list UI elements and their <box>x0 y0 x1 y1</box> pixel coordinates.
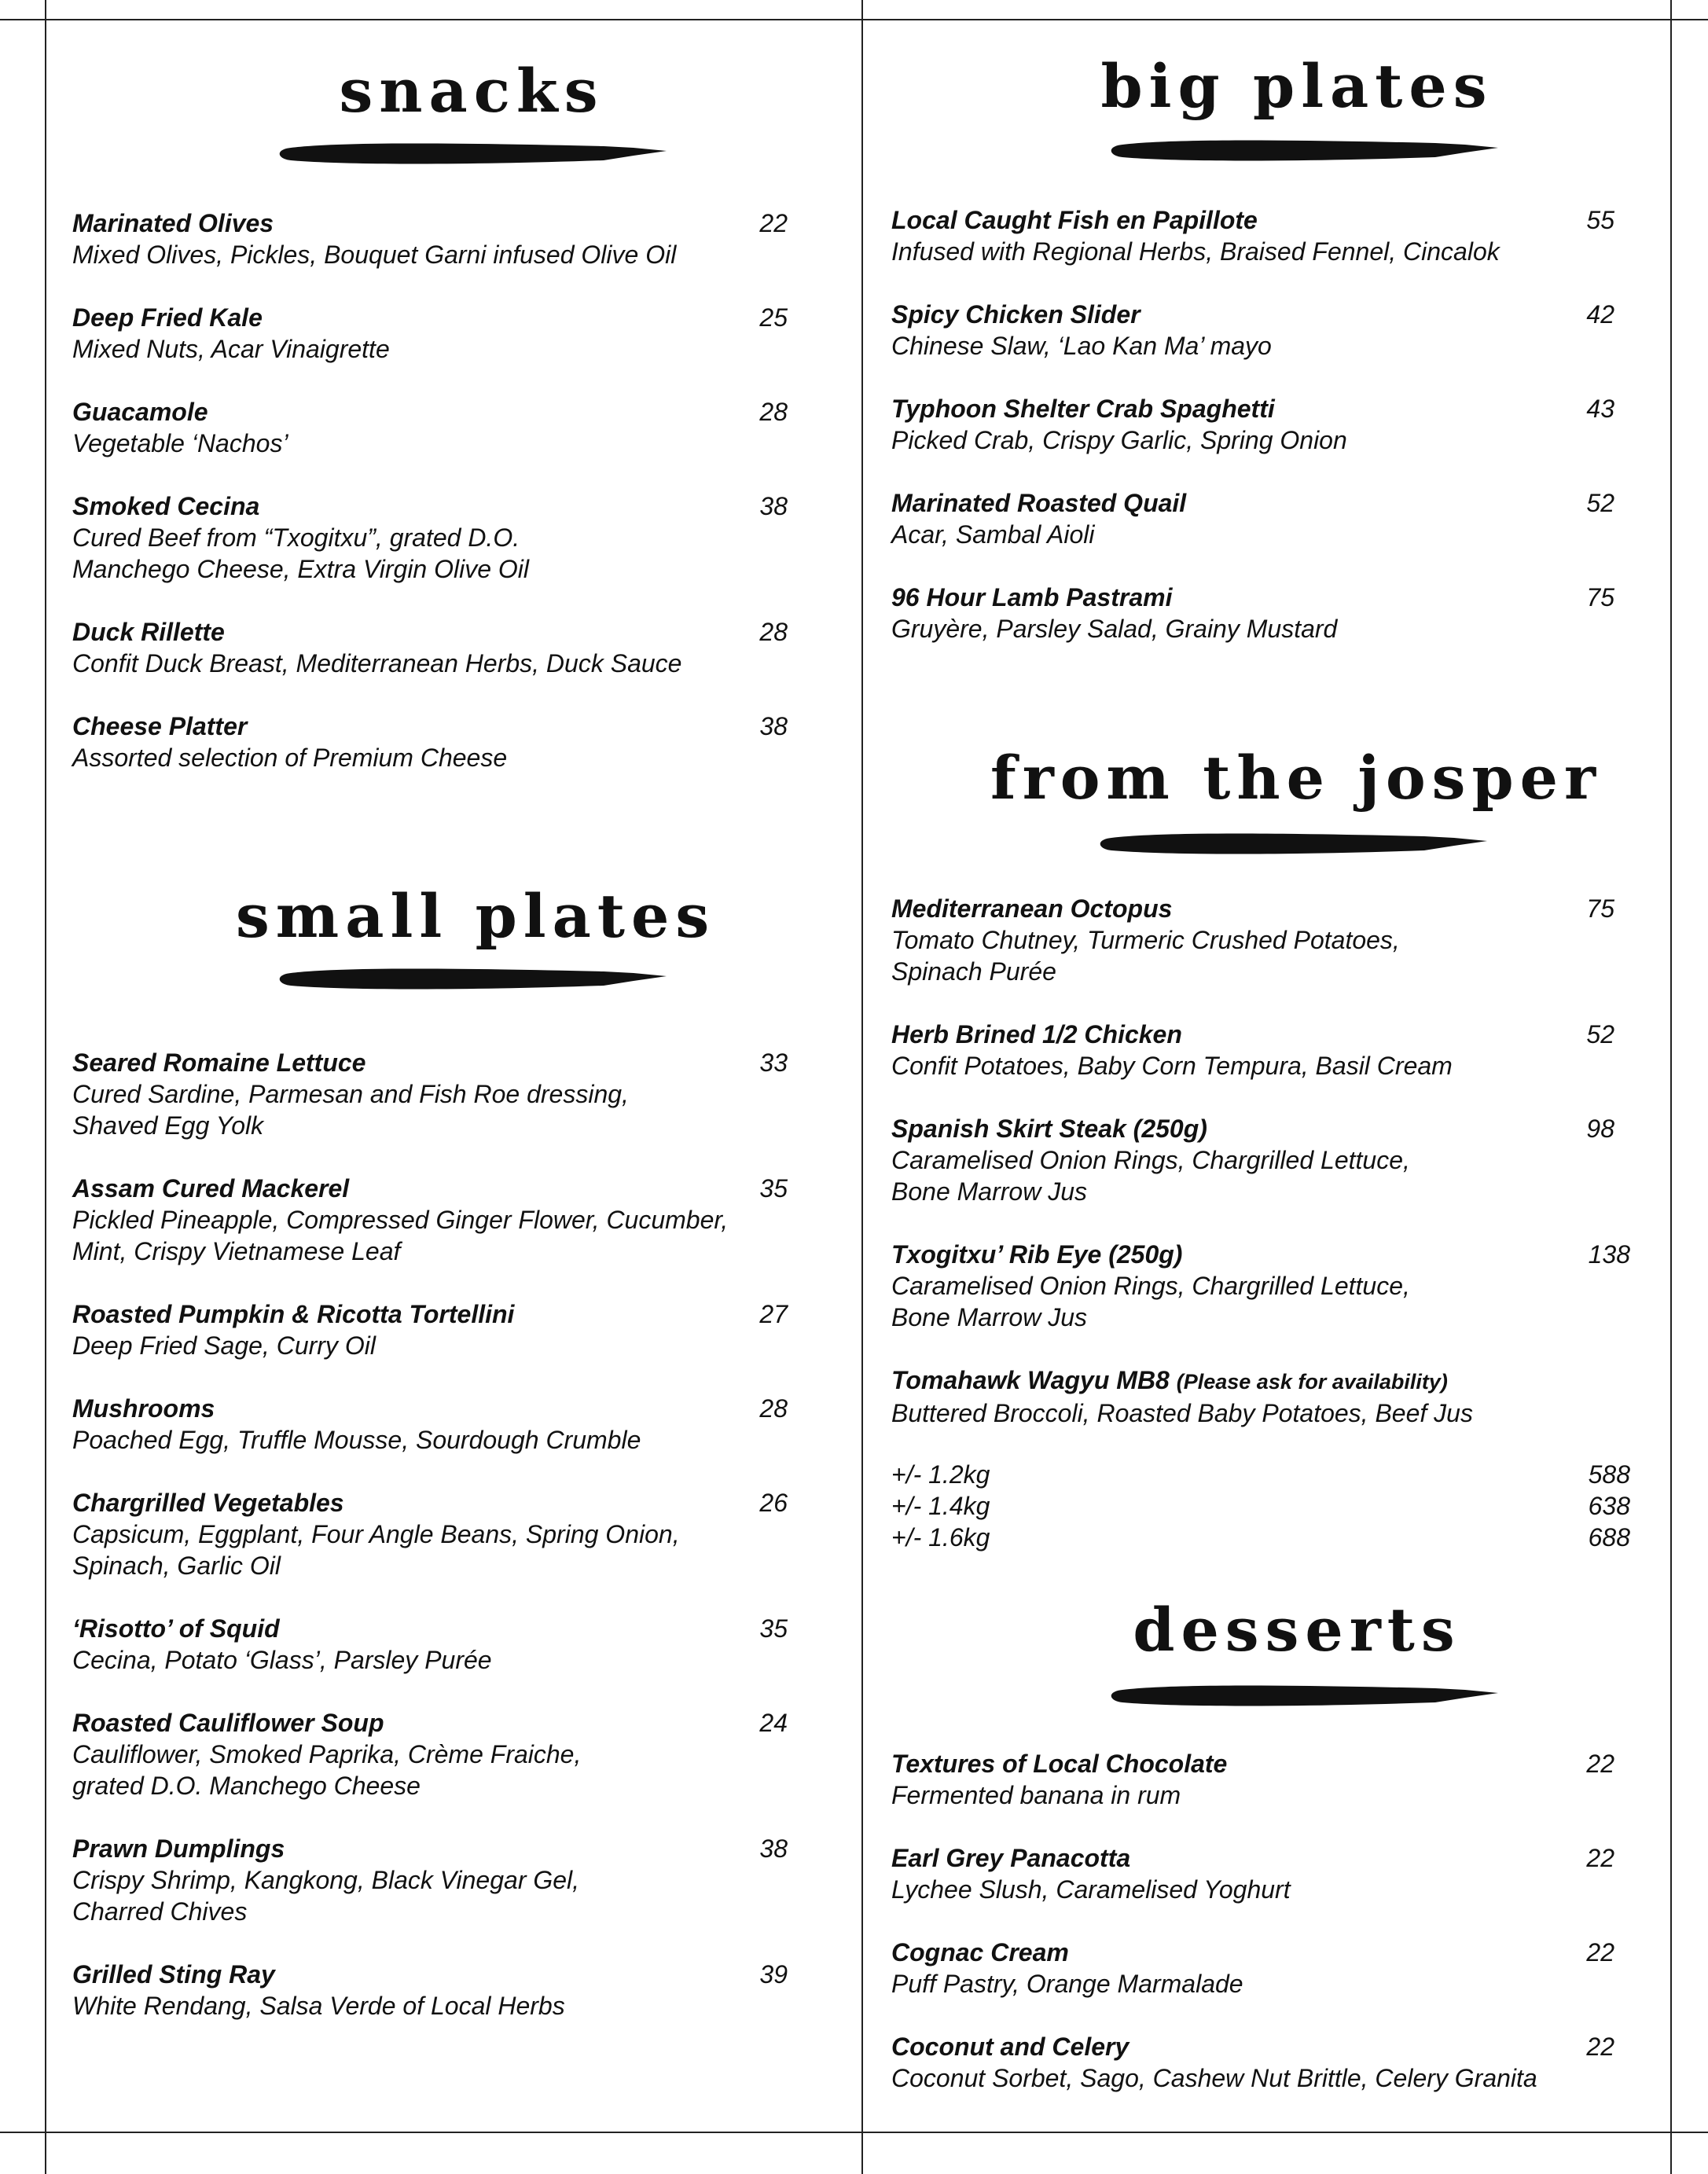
item-description: Confit Potatoes, Baby Corn Tempura, Basil Cream <box>891 1052 1453 1080</box>
item-description: Poached Egg, Truffle Mousse, Sourdough Crumble <box>72 1426 641 1454</box>
item-price: 75 <box>1586 583 1614 611</box>
item-description: Fermented banana in rum <box>891 1781 1181 1809</box>
item-price: 35 <box>759 1614 788 1643</box>
item-name: Chargrilled Vegetables <box>72 1489 344 1517</box>
size-label: +/- 1.6kg <box>891 1523 990 1552</box>
top-border-line <box>0 19 1708 20</box>
menu-item <box>72 1298 811 1361</box>
item-name: Typhoon Shelter Crab Spaghetti <box>891 395 1275 423</box>
menu-item <box>72 711 811 773</box>
menu-item <box>891 1019 1654 1081</box>
item-name: Mushrooms <box>72 1394 215 1423</box>
menu-item <box>891 1937 1654 2000</box>
menu-item <box>891 2031 1654 2094</box>
menu-item <box>891 487 1654 550</box>
size-option-row <box>891 1522 1654 1553</box>
item-price: 98 <box>1586 1115 1614 1143</box>
item-description: Mixed Olives, Pickles, Bouquet Garni infused Olive Oil <box>72 241 677 269</box>
menu-item <box>891 204 1654 267</box>
item-description: Cured Beef from “Txogitxu”, grated D.O. Manchego Cheese, Extra Virgin Olive Oil <box>72 523 530 583</box>
item-description: Tomato Chutney, Turmeric Crushed Potatoes, Spinach Purée <box>891 926 1400 986</box>
item-price: 22 <box>1586 1844 1614 1872</box>
section-title-snacks: snacks <box>339 56 604 126</box>
item-name: Herb Brined 1/2 Chicken <box>891 1020 1182 1048</box>
item-description: Crispy Shrimp, Kangkong, Black Vinegar Gel, Charred Chives <box>72 1866 580 1926</box>
item-name: Earl Grey Panacotta <box>891 1844 1131 1872</box>
size-price: 588 <box>1588 1460 1630 1489</box>
item-description: Picked Crab, Crispy Garlic, Spring Onion <box>891 426 1347 454</box>
item-name: Local Caught Fish en Papillote <box>891 206 1258 234</box>
item-description: Cecina, Potato ‘Glass’, Parsley Purée <box>72 1646 492 1674</box>
item-description: Cauliflower, Smoked Paprika, Crème Fraiche, grated D.O. Manchego Cheese <box>72 1740 582 1800</box>
left-border-line <box>45 0 46 2174</box>
size-label: +/- 1.4kg <box>891 1492 990 1520</box>
menu-item <box>72 1959 811 2022</box>
item-name: Roasted Cauliflower Soup <box>72 1709 384 1737</box>
item-price: 22 <box>1586 1938 1614 1967</box>
item-description: Infused with Regional Herbs, Braised Fennel, Cincalok <box>891 237 1500 266</box>
item-price: 22 <box>1586 1750 1614 1778</box>
item-name: Spanish Skirt Steak (250g) <box>891 1115 1207 1143</box>
item-description: Mixed Nuts, Acar Vinaigrette <box>72 335 390 363</box>
item-description: Lychee Slush, Caramelised Yoghurt <box>891 1875 1291 1904</box>
item-price: 26 <box>759 1489 788 1517</box>
section-title-big-plates: big plates <box>1100 51 1493 121</box>
menu-item <box>72 1487 811 1581</box>
menu-item <box>72 490 811 585</box>
menu-item <box>891 1113 1654 1207</box>
item-price: 25 <box>759 303 788 332</box>
item-name: Coconut and Celery <box>891 2033 1129 2061</box>
menu-item <box>72 1833 811 1927</box>
item-price: 42 <box>1586 300 1614 329</box>
item-price: 52 <box>1586 489 1614 517</box>
menu-item <box>891 1748 1654 1811</box>
item-name: Roasted Pumpkin & Ricotta Tortellini <box>72 1300 515 1328</box>
menu-item <box>72 1393 811 1456</box>
right-border-line <box>1670 0 1672 2174</box>
item-name: Assam Cured Mackerel <box>72 1174 350 1203</box>
center-divider-line <box>861 0 863 2174</box>
item-description: Coconut Sorbet, Sago, Cashew Nut Brittle, Celery Granita <box>891 2064 1537 2092</box>
item-price: 39 <box>759 1960 788 1989</box>
item-price: 55 <box>1586 206 1614 234</box>
menu-item <box>891 299 1654 362</box>
item-name: Duck Rillette <box>72 618 225 646</box>
item-price: 28 <box>759 618 788 646</box>
menu-item <box>891 582 1654 644</box>
item-description: White Rendang, Salsa Verde of Local Herbs <box>72 1992 565 2020</box>
item-description: Chinese Slaw, ‘Lao Kan Ma’ mayo <box>891 332 1272 360</box>
item-description: Caramelised Onion Rings, Chargrilled Lettuce, Bone Marrow Jus <box>891 1272 1410 1331</box>
size-option-row <box>891 1459 1654 1490</box>
item-price: 35 <box>759 1174 788 1203</box>
item-description: Gruyère, Parsley Salad, Grainy Mustard <box>891 615 1338 643</box>
menu-item-tomahawk <box>891 1364 1654 1429</box>
size-option-row <box>891 1490 1654 1522</box>
item-name: Prawn Dumplings <box>72 1834 285 1863</box>
item-price: 27 <box>759 1300 788 1328</box>
item-price: 24 <box>759 1709 788 1737</box>
size-label: +/- 1.2kg <box>891 1460 990 1489</box>
item-description: Puff Pastry, Orange Marmalade <box>891 1970 1243 1998</box>
item-description: Vegetable ‘Nachos’ <box>72 429 288 457</box>
item-name: Guacamole <box>72 398 208 426</box>
item-name: ‘Risotto’ of Squid <box>72 1614 280 1643</box>
brush-divider-from-the-josper <box>1086 828 1495 860</box>
item-description: Caramelised Onion Rings, Chargrilled Lettuce, Bone Marrow Jus <box>891 1146 1410 1206</box>
brush-divider-snacks <box>274 138 667 170</box>
item-price: 52 <box>1586 1020 1614 1048</box>
item-price: 22 <box>1586 2033 1614 2061</box>
brush-divider-big-plates <box>1097 135 1506 167</box>
item-price: 38 <box>759 492 788 520</box>
menu-item <box>72 616 811 679</box>
availability-note: (Please ask for availability) <box>1176 1370 1448 1394</box>
bottom-border-line <box>0 2132 1708 2133</box>
menu-item <box>72 396 811 459</box>
item-description: Confit Duck Breast, Mediterranean Herbs, Duck Sauce <box>72 649 682 678</box>
item-description: Assorted selection of Premium Cheese <box>72 744 508 772</box>
item-name: Cheese Platter <box>72 712 248 740</box>
menu-item <box>72 1173 811 1267</box>
item-price: 33 <box>759 1048 788 1077</box>
item-name: 96 Hour Lamb Pastrami <box>891 583 1173 611</box>
menu-item <box>72 302 811 365</box>
item-description: Acar, Sambal Aioli <box>891 520 1095 549</box>
menu-item <box>72 207 811 270</box>
item-name: Smoked Cecina <box>72 492 260 520</box>
item-name: Marinated Roasted Quail <box>891 489 1187 517</box>
item-price: 38 <box>759 1834 788 1863</box>
section-title-desserts: desserts <box>1133 1595 1461 1665</box>
item-name: Deep Fried Kale <box>72 303 263 332</box>
item-description: Buttered Broccoli, Roasted Baby Potatoes, Beef Jus <box>891 1399 1473 1427</box>
size-price: 638 <box>1588 1492 1630 1520</box>
item-price: 38 <box>759 712 788 740</box>
menu-item <box>72 1613 811 1676</box>
menu-item <box>891 1239 1654 1333</box>
item-name: Spicy Chicken Slider <box>891 300 1141 329</box>
item-description: Pickled Pineapple, Compressed Ginger Flower, Cucumber, Mint, Crispy Vietnamese Leaf <box>72 1206 729 1265</box>
item-price: 28 <box>759 398 788 426</box>
item-name: Txogitxu’ Rib Eye (250g) <box>891 1240 1183 1269</box>
item-name: Marinated Olives <box>72 209 274 237</box>
item-price: 22 <box>759 209 788 237</box>
item-price: 43 <box>1586 395 1614 423</box>
item-description: Cured Sardine, Parmesan and Fish Roe dressing, Shaved Egg Yolk <box>72 1080 629 1140</box>
brush-divider-desserts <box>1097 1680 1506 1712</box>
menu-item <box>891 893 1654 987</box>
item-name: Mediterranean Octopus <box>891 894 1173 923</box>
size-price: 688 <box>1588 1523 1630 1552</box>
item-price: 138 <box>1588 1240 1630 1269</box>
item-description: Capsicum, Eggplant, Four Angle Beans, Spring Onion, Spinach, Garlic Oil <box>72 1520 680 1580</box>
item-description: Deep Fried Sage, Curry Oil <box>72 1331 376 1360</box>
item-name: Tomahawk Wagyu MB8 (Please ask for availability) <box>891 1366 1448 1394</box>
section-title-from-the-josper: from the josper <box>990 743 1602 813</box>
item-name: Cognac Cream <box>891 1938 1069 1967</box>
menu-item <box>72 1047 811 1141</box>
item-price: 28 <box>759 1394 788 1423</box>
item-name: Grilled Sting Ray <box>72 1960 275 1989</box>
menu-item <box>891 393 1654 456</box>
brush-divider-small-plates <box>274 964 667 995</box>
section-title-small-plates: small plates <box>236 881 716 951</box>
item-name: Seared Romaine Lettuce <box>72 1048 366 1077</box>
item-price: 75 <box>1586 894 1614 923</box>
menu-item <box>891 1842 1654 1905</box>
item-name: Textures of Local Chocolate <box>891 1750 1228 1778</box>
menu-item <box>72 1707 811 1801</box>
